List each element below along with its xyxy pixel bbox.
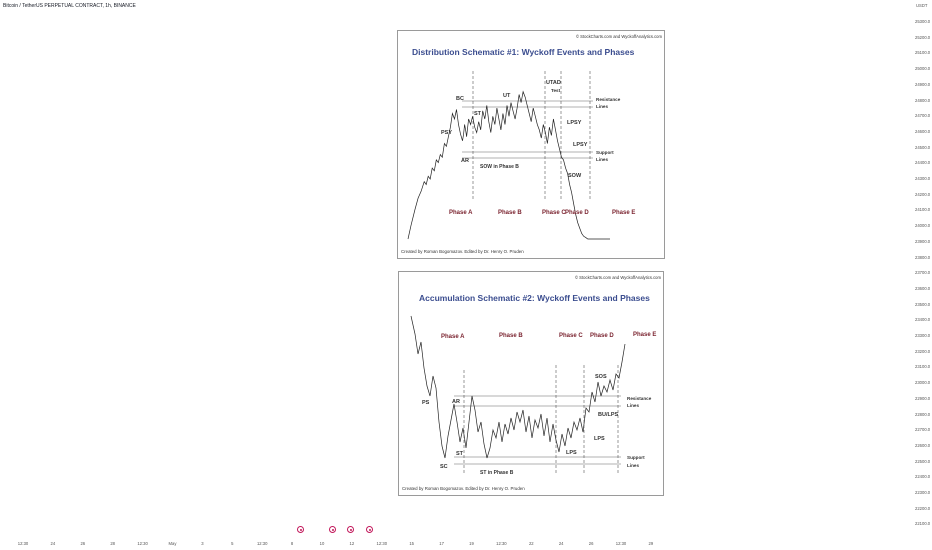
price-tick: 22500.0 [915, 458, 931, 464]
event-label-test: Test [551, 88, 561, 93]
time-tick: 19 [469, 541, 474, 546]
price-tick: 24800.0 [915, 97, 931, 103]
credit-text: Created by Roman Bogomazov. Edited by Dr. Henry O. Pruden [402, 486, 525, 491]
time-tick: 3 [201, 541, 204, 546]
price-tick: 23700.0 [915, 270, 931, 276]
time-tick: 28 [110, 541, 116, 546]
support-label: Support [627, 455, 645, 460]
event-label-lps: LPS [566, 450, 577, 456]
price-tick: 22200.0 [915, 505, 931, 511]
event-label-ar: AR [461, 158, 469, 164]
time-axis[interactable] [0, 538, 912, 550]
time-tick: 17 [439, 541, 444, 546]
event-label-st: ST [456, 451, 464, 457]
event-marker[interactable] [366, 526, 373, 533]
phase-label: Phase D [565, 210, 589, 216]
time-tick: 12:30 [376, 541, 388, 546]
phase-label: Phase C [559, 333, 583, 339]
price-tick: 24700.0 [915, 113, 931, 119]
event-label-psy: PSY [441, 130, 453, 136]
support-label: Lines [627, 463, 639, 468]
phase-label: Phase B [499, 333, 523, 339]
time-tick: 26 [588, 541, 594, 546]
price-unit: USDT [916, 3, 928, 8]
event-label-sc: SC [440, 464, 448, 470]
distribution-chart [398, 31, 664, 258]
time-tick: 10 [319, 541, 325, 546]
accumulation-schematic-panel [398, 271, 664, 496]
time-tick: 8 [290, 541, 294, 546]
credit-text: Created by Roman Bogomazov. Edited by Dr. Henry O. Pruden [401, 249, 524, 254]
time-tick: 24 [50, 541, 56, 546]
event-label-lpsy: LPSY [567, 120, 582, 126]
resistance-label: Resistance [596, 97, 621, 102]
event-label-st-phase-b: ST in Phase B [480, 470, 514, 476]
event-label-bu-lps: BU/LPS [598, 412, 619, 418]
time-tick: May [168, 541, 177, 546]
resistance-label: Lines [627, 403, 639, 408]
phase-label: Phase C [542, 210, 566, 216]
price-tick: 23500.0 [915, 301, 931, 307]
time-tick: 12:30 [137, 541, 148, 546]
copyright-text: © StockCharts.com and WyckoffAnalytics.com [575, 34, 662, 39]
distribution-schematic-panel [397, 30, 665, 259]
resistance-label: Resistance [627, 396, 652, 401]
price-tick: 22700.0 [915, 427, 931, 433]
price-tick: 22600.0 [915, 442, 931, 448]
time-tick: 22 [528, 541, 534, 546]
chart-title: Accumulation Schematic #2: Wyckoff Events and Phases [419, 293, 650, 303]
price-tick: 23600.0 [915, 285, 931, 291]
price-tick: 24500.0 [915, 144, 931, 150]
time-tick: 26 [80, 541, 86, 546]
price-tick: 25000.0 [915, 66, 931, 72]
price-tick: 25200.0 [915, 34, 931, 40]
support-label: Support [596, 150, 614, 155]
event-label-ar: AR [452, 399, 460, 405]
time-tick: 12 [349, 541, 355, 546]
price-tick: 22400.0 [915, 474, 931, 480]
time-tick: 24 [558, 541, 564, 546]
phase-label: Phase A [441, 334, 465, 340]
event-marker[interactable] [347, 526, 354, 533]
event-label-sow: SOW [568, 173, 582, 179]
event-label-ps: PS [422, 400, 430, 406]
event-label-lps: LPS [594, 436, 605, 442]
price-tick: 24100.0 [915, 207, 931, 213]
phase-label: Phase E [612, 210, 636, 216]
event-marker[interactable] [297, 526, 304, 533]
symbol-title: Bitcoin / TetherUS PERPETUAL CONTRACT, 1h, BINANCE [3, 3, 136, 9]
price-tick: 25100.0 [915, 50, 931, 56]
accumulation-chart [399, 272, 663, 495]
event-label-lpsy: LPSY [573, 142, 588, 148]
price-tick: 22100.0 [915, 521, 931, 527]
phase-label: Phase E [633, 332, 657, 338]
price-tick: 24200.0 [915, 191, 931, 197]
price-tick: 22300.0 [915, 490, 931, 495]
copyright-text: © StockCharts.com and WyckoffAnalytics.com [574, 275, 661, 280]
price-tick: 23100.0 [915, 364, 931, 370]
event-label-sos: SOS [595, 374, 607, 380]
support-label: Lines [596, 157, 608, 162]
event-label-ut: UT [503, 93, 511, 99]
event-marker[interactable] [329, 526, 336, 533]
event-label-st: ST [474, 111, 482, 117]
price-tick: 24600.0 [915, 128, 931, 134]
price-axis[interactable] [912, 0, 932, 530]
chart-title: Distribution Schematic #1: Wyckoff Events and Phases [412, 47, 635, 57]
time-tick: 12:30 [496, 541, 507, 546]
resistance-label: Lines [596, 104, 608, 109]
time-tick: 29 [648, 541, 654, 546]
phase-label: Phase D [590, 333, 614, 339]
time-tick: 5 [231, 541, 234, 546]
price-tick: 23400.0 [915, 317, 931, 323]
time-tick: 15 [409, 541, 415, 546]
price-tick: 23800.0 [915, 254, 931, 260]
price-tick: 24000.0 [915, 223, 931, 229]
price-tick: 23200.0 [915, 348, 931, 354]
price-tick: 23900.0 [915, 238, 931, 244]
phase-label: Phase B [498, 210, 522, 216]
price-tick: 22800.0 [915, 411, 931, 417]
price-tick: 25300.0 [915, 19, 931, 24]
price-tick: 24300.0 [915, 176, 931, 181]
price-tick: 22900.0 [915, 395, 931, 401]
time-tick: 12:30 [17, 541, 29, 546]
price-tick: 24900.0 [915, 81, 931, 87]
time-tick: 12:30 [256, 541, 268, 546]
phase-label: Phase A [449, 210, 473, 216]
time-tick: 12:30 [615, 541, 627, 546]
event-label-utad: UTAD [546, 80, 561, 86]
price-tick: 23000.0 [915, 380, 931, 386]
event-label-sow-phase-b: SOW in Phase B [480, 164, 519, 170]
event-label-bc: BC [456, 96, 464, 102]
price-tick: 23300.0 [915, 333, 931, 338]
price-tick: 24400.0 [915, 160, 931, 166]
